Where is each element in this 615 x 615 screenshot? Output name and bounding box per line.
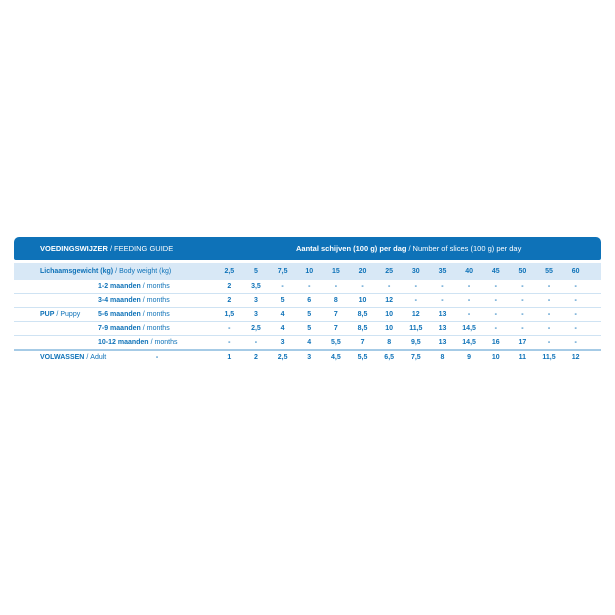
- slice-value: -: [547, 339, 551, 346]
- adult-label-separator: /: [86, 354, 89, 361]
- slice-value: 12: [411, 311, 420, 318]
- slice-value: 3: [254, 297, 258, 304]
- age-label: [98, 308, 216, 321]
- slice-value: 8,5: [357, 325, 368, 332]
- slice-value: 5: [307, 311, 312, 318]
- table-subtitle-nl: Aantal schijven (100 g) per dag: [296, 244, 407, 253]
- slice-value: 10: [491, 354, 500, 361]
- weight-value: 5: [254, 268, 258, 275]
- age-label: [98, 336, 216, 349]
- weight-value: 2,5: [224, 268, 235, 275]
- slice-value: 6: [307, 297, 312, 304]
- slice-value: 3: [254, 311, 258, 318]
- slice-value: -: [467, 283, 471, 290]
- slice-value: 7: [360, 339, 365, 346]
- age-label-separator: /: [150, 339, 153, 346]
- slice-value: 10: [385, 311, 394, 318]
- age-label-nl: 5-6 maanden: [98, 311, 141, 318]
- adult-label-en: Adult: [90, 354, 107, 361]
- weight-value: 40: [465, 268, 473, 275]
- age-label-nl: 7-9 maanden: [98, 325, 141, 332]
- slice-value: 16: [491, 339, 500, 346]
- slice-value: 4: [280, 311, 285, 318]
- slice-value: 4: [280, 325, 285, 332]
- slice-value: -: [414, 283, 417, 290]
- slice-value: 5: [280, 297, 285, 304]
- slice-value: 2: [227, 297, 232, 304]
- weight-value: 50: [518, 268, 527, 275]
- slice-value: -: [254, 339, 258, 346]
- slice-value: 8,5: [357, 311, 368, 318]
- slice-value: -: [414, 297, 417, 304]
- slice-value: -: [441, 283, 444, 290]
- slice-value: 4,5: [331, 354, 341, 361]
- table-subtitle: [296, 237, 521, 260]
- slice-value: 13: [438, 339, 447, 346]
- weight-value: 45: [491, 268, 500, 275]
- puppy-group-separator: /: [56, 311, 59, 318]
- feeding-guide-table: [14, 237, 601, 364]
- age-label: [98, 280, 216, 293]
- slice-value: -: [574, 339, 577, 346]
- slice-value: -: [547, 325, 551, 332]
- table-title-en: FEEDING GUIDE: [114, 244, 174, 253]
- title-separator: /: [109, 244, 113, 253]
- age-label-separator: /: [142, 297, 145, 304]
- slice-value: 2: [254, 354, 258, 361]
- age-label-separator: /: [142, 283, 145, 290]
- weight-value: 30: [411, 268, 420, 275]
- slice-value: 1,5: [224, 311, 235, 318]
- age-label-separator: /: [142, 311, 145, 318]
- weight-header-row: [14, 263, 601, 280]
- puppy-group-label: [14, 308, 98, 321]
- slice-value: 3,5: [251, 283, 261, 290]
- slice-value: 12: [571, 354, 580, 361]
- table-title: [14, 244, 173, 253]
- slice-value: 17: [518, 339, 527, 346]
- slice-value: 7,5: [410, 354, 421, 361]
- weight-value: 20: [358, 268, 367, 275]
- puppy-row: [14, 336, 601, 351]
- slice-value: 9,5: [410, 339, 421, 346]
- age-label-nl: 10-12 maanden: [98, 339, 149, 346]
- slice-value: 12: [385, 297, 394, 304]
- slice-value: 2: [227, 283, 232, 290]
- slice-value: -: [281, 283, 284, 290]
- slice-value: -: [467, 297, 471, 304]
- slice-value: -: [361, 283, 364, 290]
- puppy-row: [14, 308, 601, 322]
- age-label-separator: /: [142, 325, 145, 332]
- slice-value: 11: [518, 354, 527, 361]
- slice-value: 3: [307, 354, 312, 361]
- puppy-row: [14, 322, 601, 336]
- slice-value: -: [547, 283, 551, 290]
- slice-value: -: [334, 283, 338, 290]
- slice-value: -: [521, 297, 524, 304]
- adult-label: [14, 351, 107, 364]
- slice-value: 2,5: [251, 325, 261, 332]
- slice-value: -: [521, 311, 524, 318]
- weight-label: [14, 263, 216, 280]
- puppy-group-label-nl: PUP: [40, 311, 55, 318]
- slice-value: -: [467, 311, 471, 318]
- weight-value: 35: [438, 268, 447, 275]
- slice-value: 14,5: [462, 339, 476, 346]
- weight-label-en: Body weight (kg): [119, 268, 172, 275]
- slice-value: -: [494, 325, 497, 332]
- weight-label-separator: /: [115, 268, 118, 275]
- slice-value: 8: [387, 339, 392, 346]
- weight-value: 60: [571, 268, 580, 275]
- slice-value: 13: [438, 311, 447, 318]
- slice-value: -: [521, 325, 524, 332]
- slice-value: 8: [440, 354, 445, 361]
- slice-value: 6,5: [384, 354, 395, 361]
- slice-value: 2,5: [277, 354, 288, 361]
- slice-value: -: [574, 297, 577, 304]
- age-label-nl: 1-2 maanden: [98, 283, 141, 290]
- age-label-nl: 3-4 maanden: [98, 297, 141, 304]
- slice-value: 14,5: [462, 325, 476, 332]
- slice-value: 10: [385, 325, 394, 332]
- slice-value: 7: [333, 311, 338, 318]
- puppy-row: [14, 280, 601, 294]
- weight-value: 7,5: [277, 268, 288, 275]
- age-label-en: months: [146, 283, 170, 290]
- puppy-row: [14, 294, 601, 308]
- puppy-group-label-en: Puppy: [60, 311, 81, 318]
- age-label: [98, 322, 216, 335]
- slice-value: -: [494, 311, 497, 318]
- slice-value: 5,5: [357, 354, 368, 361]
- age-label-en: months: [146, 297, 170, 304]
- slice-value: 3: [280, 339, 285, 346]
- slice-value: -: [228, 325, 231, 332]
- slice-value: -: [547, 297, 551, 304]
- slice-value: -: [574, 311, 577, 318]
- slice-value: 5,5: [331, 339, 341, 346]
- slice-value: 1: [227, 354, 232, 361]
- subtitle-separator: /: [408, 244, 411, 253]
- puppy-rows: [14, 280, 601, 351]
- table-title-nl: VOEDINGSWIJZER: [40, 244, 108, 253]
- slice-value: -: [494, 297, 497, 304]
- age-label-en: months: [154, 339, 178, 346]
- table-header-bar: [14, 237, 601, 260]
- weight-value: 25: [385, 268, 394, 275]
- weight-value: 55: [545, 268, 553, 275]
- weight-value: 15: [331, 268, 340, 275]
- slice-value: -: [308, 283, 311, 290]
- slice-value: 8: [333, 297, 338, 304]
- slice-value: -: [547, 311, 551, 318]
- slice-value: 10: [358, 297, 367, 304]
- slice-value: -: [574, 325, 577, 332]
- table-subtitle-en: Number of slices (100 g) per day: [412, 244, 522, 253]
- weight-label-nl: Lichaamsgewicht (kg): [40, 268, 114, 275]
- age-label-en: months: [146, 325, 170, 332]
- slice-value: 11,5: [409, 325, 423, 332]
- slice-value: 13: [438, 325, 447, 332]
- slice-value: 5: [307, 325, 312, 332]
- slice-value: -: [441, 297, 444, 304]
- slice-value: -: [228, 339, 231, 346]
- adult-age-dash: -: [155, 354, 159, 361]
- age-label: [98, 294, 216, 307]
- slice-value: 9: [467, 354, 472, 361]
- slice-value: -: [521, 283, 524, 290]
- slice-value: -: [494, 283, 497, 290]
- adult-label-nl: VOLWASSEN: [40, 354, 85, 361]
- slice-value: -: [574, 283, 577, 290]
- slice-value: 7: [333, 325, 338, 332]
- age-label-en: months: [146, 311, 170, 318]
- slice-value: -: [387, 283, 391, 290]
- slice-value: 4: [307, 339, 312, 346]
- weight-value: 10: [305, 268, 314, 275]
- slice-value: 11,5: [542, 354, 556, 361]
- adult-row: [14, 351, 601, 364]
